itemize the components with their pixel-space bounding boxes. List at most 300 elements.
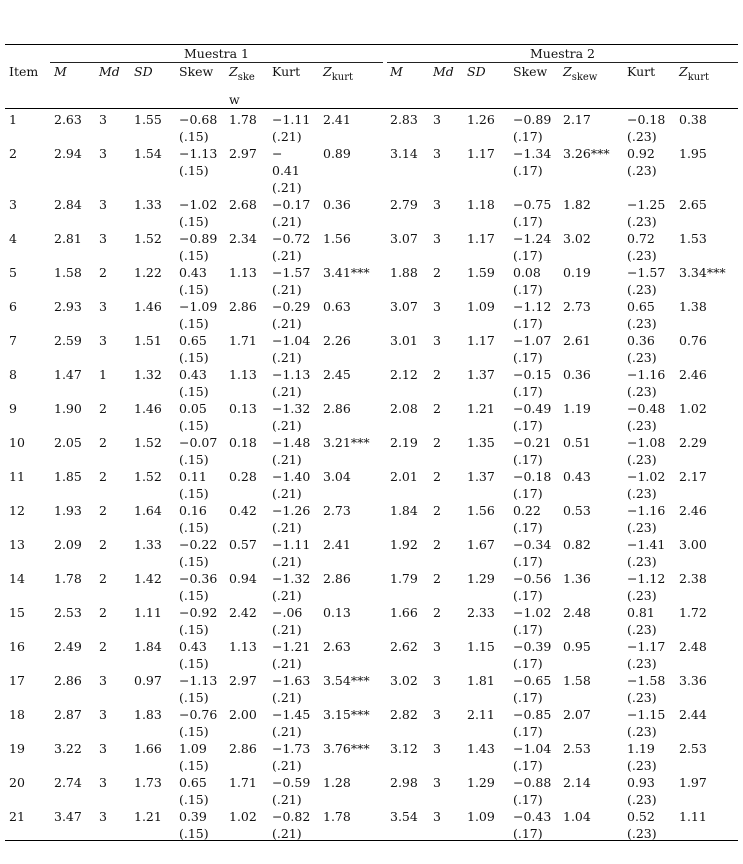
cell-kurt2-se: (.23) [627, 248, 657, 263]
cell-zskew2: 2.14 [563, 775, 591, 790]
cell-skew2-se: (.17) [513, 248, 543, 263]
header-kurt-1: Kurt [272, 64, 301, 79]
cell-zskew2: 1.04 [563, 809, 591, 824]
cell-kurt1: −1.04 [272, 333, 311, 348]
cell-sd1: 1.51 [134, 333, 162, 348]
cell-kurt2-se: (.23) [627, 163, 657, 178]
cell-skew1-se: (.15) [179, 418, 209, 433]
cell-zskew2: 3.02 [563, 231, 591, 246]
cell-md1: 2 [99, 605, 107, 620]
cell-sd2: 1.09 [467, 299, 495, 314]
cell-m2: 1.88 [390, 265, 418, 280]
cell-kurt1-se: (.21) [272, 554, 302, 569]
cell-kurt2: 0.65 [627, 299, 655, 314]
cell-sd1: 1.54 [134, 146, 162, 161]
cell-zkurt2: 3.00 [679, 537, 707, 552]
cell-md2: 3 [433, 639, 441, 654]
cell-m2: 1.84 [390, 503, 418, 518]
cell-kurt2-se: (.23) [627, 588, 657, 603]
cell-m2: 2.82 [390, 707, 418, 722]
header-zskew-z-1: Z [229, 64, 238, 79]
cell-kurt2-se: (.23) [627, 452, 657, 467]
cell-m1: 3.47 [54, 809, 82, 824]
cell-md2: 3 [433, 707, 441, 722]
cell-m1: 2.81 [54, 231, 82, 246]
cell-m1: 1.90 [54, 401, 82, 416]
header-kurt-2: Kurt [627, 64, 656, 79]
cell-sd1: 1.33 [134, 197, 162, 212]
cell-skew1: 0.05 [179, 401, 207, 416]
cell-zskew2: 2.73 [563, 299, 591, 314]
cell-sd1: 1.46 [134, 401, 162, 416]
cell-kurt1: −1.63 [272, 673, 311, 688]
cell-m1: 2.09 [54, 537, 82, 552]
cell-sd2: 1.81 [467, 673, 495, 688]
cell-item: 9 [9, 401, 17, 416]
cell-skew1: −1.13 [179, 146, 218, 161]
cell-zkurt2: 2.65 [679, 197, 707, 212]
cell-m1: 2.87 [54, 707, 82, 722]
cell-kurt2: −0.18 [627, 112, 666, 127]
cell-skew1-se: (.15) [179, 129, 209, 144]
cell-sd2: 1.18 [467, 197, 495, 212]
cell-skew1-se: (.15) [179, 486, 209, 501]
cell-zskew2: 0.36 [563, 367, 591, 382]
cell-sd2: 1.29 [467, 571, 495, 586]
header-skew-1: Skew [179, 64, 214, 79]
cell-kurt1: −1.13 [272, 367, 311, 382]
cell-m2: 3.07 [390, 231, 418, 246]
cell-skew1-se: (.15) [179, 248, 209, 263]
cell-zkurt1: 3.15*** [323, 707, 370, 722]
cell-kurt1-cont: 0.41 [272, 163, 300, 178]
header-rule [5, 108, 738, 109]
cell-kurt1: −1.11 [272, 112, 311, 127]
cell-skew2-se: (.17) [513, 656, 543, 671]
cell-zkurt1: 1.28 [323, 775, 351, 790]
cell-m2: 2.19 [390, 435, 418, 450]
cell-skew1: 0.11 [179, 469, 207, 484]
cell-skew1-se: (.15) [179, 384, 209, 399]
cell-kurt1-se: (.21) [272, 826, 302, 841]
cell-m1: 2.05 [54, 435, 82, 450]
cell-kurt2: −1.12 [627, 571, 666, 586]
cell-skew1-se: (.15) [179, 656, 209, 671]
cell-zkurt1: 2.63 [323, 639, 351, 654]
cell-kurt1: −1.73 [272, 741, 311, 756]
cell-skew2: −1.24 [513, 231, 552, 246]
cell-skew1-se: (.15) [179, 316, 209, 331]
cell-kurt1: −0.17 [272, 197, 311, 212]
cell-zskew1: 0.28 [229, 469, 257, 484]
cell-skew1: −0.07 [179, 435, 218, 450]
cell-skew2-se: (.17) [513, 452, 543, 467]
cell-item: 11 [9, 469, 25, 484]
cell-m1: 2.74 [54, 775, 82, 790]
cell-kurt2-se: (.23) [627, 282, 657, 297]
cell-m1: 2.86 [54, 673, 82, 688]
cell-sd1: 1.52 [134, 469, 162, 484]
cell-sd2: 1.67 [467, 537, 495, 552]
cell-kurt1: −1.21 [272, 639, 311, 654]
cell-md1: 3 [99, 673, 107, 688]
cell-skew2: −0.56 [513, 571, 552, 586]
cell-kurt2: 0.72 [627, 231, 655, 246]
cell-zskew2: 1.58 [563, 673, 591, 688]
cell-md2: 2 [433, 367, 441, 382]
cell-m2: 3.14 [390, 146, 418, 161]
cell-sd2: 1.17 [467, 146, 495, 161]
cell-skew2: −0.34 [513, 537, 552, 552]
cell-zskew1: 1.78 [229, 112, 257, 127]
cell-md2: 3 [433, 741, 441, 756]
cell-md1: 3 [99, 775, 107, 790]
cell-skew2: −0.89 [513, 112, 552, 127]
cell-item: 12 [9, 503, 25, 518]
cell-kurt1-se: (.21) [272, 316, 302, 331]
cell-skew1: 1.09 [179, 741, 207, 756]
cell-skew1-se: (.15) [179, 282, 209, 297]
cell-zkurt2: 1.53 [679, 231, 707, 246]
cell-zkurt2: 2.53 [679, 741, 707, 756]
cell-zkurt1: 3.04 [323, 469, 351, 484]
header-md-1: Md [99, 64, 120, 79]
cell-item: 19 [9, 741, 25, 756]
cell-sd1: 1.46 [134, 299, 162, 314]
cell-kurt1-se: (.21) [272, 418, 302, 433]
cell-m1: 1.78 [54, 571, 82, 586]
cell-m2: 3.12 [390, 741, 418, 756]
cell-skew2: −1.07 [513, 333, 552, 348]
cell-zkurt1: 3.21*** [323, 435, 370, 450]
cell-skew2-se: (.17) [513, 792, 543, 807]
cell-sd1: 1.52 [134, 435, 162, 450]
cell-md1: 2 [99, 537, 107, 552]
cell-md2: 2 [433, 401, 441, 416]
cell-sd1: 1.83 [134, 707, 162, 722]
cell-skew2-se: (.17) [513, 520, 543, 535]
cell-sd2: 1.59 [467, 265, 495, 280]
cell-zskew1: 2.00 [229, 707, 257, 722]
cell-item: 15 [9, 605, 25, 620]
cell-zskew1: 1.13 [229, 265, 257, 280]
cell-item: 13 [9, 537, 25, 552]
cell-skew2-se: (.17) [513, 350, 543, 365]
cell-m2: 2.98 [390, 775, 418, 790]
cell-zkurt1: 0.36 [323, 197, 351, 212]
cell-kurt1-se: (.21) [272, 656, 302, 671]
cell-m2: 2.12 [390, 367, 418, 382]
header-item: Item [9, 64, 39, 79]
cell-item: 2 [9, 146, 17, 161]
cell-m2: 1.66 [390, 605, 418, 620]
cell-item: 21 [9, 809, 25, 824]
cell-kurt2-se: (.23) [627, 214, 657, 229]
cell-skew1: −0.36 [179, 571, 218, 586]
cell-zskew2: 0.82 [563, 537, 591, 552]
cell-zkurt2: 2.44 [679, 707, 707, 722]
cell-zskew1: 1.71 [229, 775, 257, 790]
header-zskew-1 [229, 63, 255, 82]
cell-kurt2: 0.93 [627, 775, 655, 790]
header-zkurt-sub-2: kurt [687, 72, 709, 83]
cell-kurt1: −1.26 [272, 503, 311, 518]
cell-kurt1-se: (.21) [272, 520, 302, 535]
cell-sd2: 1.15 [467, 639, 495, 654]
cell-kurt1-se: (.21) [272, 724, 302, 739]
cell-zkurt1: 1.78 [323, 809, 351, 824]
cell-md2: 3 [433, 299, 441, 314]
cell-md2: 3 [433, 112, 441, 127]
cell-sd2: 1.09 [467, 809, 495, 824]
cell-skew1-se: (.15) [179, 758, 209, 773]
cell-skew2: −0.21 [513, 435, 552, 450]
cell-md1: 2 [99, 435, 107, 450]
cell-zskew2: 0.51 [563, 435, 591, 450]
cell-skew2-se: (.17) [513, 690, 543, 705]
cell-skew1-se: (.15) [179, 452, 209, 467]
cell-skew2: −0.49 [513, 401, 552, 416]
cell-zskew1: 0.42 [229, 503, 257, 518]
cell-zkurt1: 2.41 [323, 112, 351, 127]
cell-kurt2-se: (.23) [627, 418, 657, 433]
cell-skew1: −0.76 [179, 707, 218, 722]
cell-kurt1: −0.72 [272, 231, 311, 246]
cell-kurt1: −0.59 [272, 775, 311, 790]
cell-sd2: 2.33 [467, 605, 495, 620]
cell-skew1-se: (.15) [179, 792, 209, 807]
cell-md1: 3 [99, 741, 107, 756]
cell-kurt1-se: (.21) [272, 350, 302, 365]
cell-md2: 2 [433, 469, 441, 484]
cell-kurt2-se: (.23) [627, 554, 657, 569]
cell-zskew2: 1.36 [563, 571, 591, 586]
cell-skew2-se: (.17) [513, 418, 543, 433]
cell-zskew1: 2.34 [229, 231, 257, 246]
cell-zkurt1: 2.73 [323, 503, 351, 518]
cell-sd1: 1.11 [134, 605, 162, 620]
cell-skew2-se: (.17) [513, 588, 543, 603]
cell-zskew2: 0.43 [563, 469, 591, 484]
cell-sd1: 1.73 [134, 775, 162, 790]
cell-zskew1: 0.57 [229, 537, 257, 552]
cell-kurt2: −1.02 [627, 469, 666, 484]
cell-zkurt2: 1.72 [679, 605, 707, 620]
cell-sd2: 1.37 [467, 469, 495, 484]
header-zskew-sub-2: skew [571, 72, 598, 83]
cell-md2: 3 [433, 231, 441, 246]
header-zskew-2 [563, 63, 597, 82]
cell-kurt2: 0.92 [627, 146, 655, 161]
cell-zkurt2: 2.38 [679, 571, 707, 586]
cell-zskew2: 2.48 [563, 605, 591, 620]
bottom-rule [5, 840, 738, 841]
cell-sd2: 1.37 [467, 367, 495, 382]
cell-m2: 3.01 [390, 333, 418, 348]
cell-kurt1: −1.11 [272, 537, 311, 552]
cell-zkurt1: 2.41 [323, 537, 351, 552]
cell-kurt1-se: (.21) [272, 282, 302, 297]
cell-skew2-se: (.17) [513, 163, 543, 178]
cell-zskew1: 1.13 [229, 639, 257, 654]
cell-skew1: −1.02 [179, 197, 218, 212]
cell-m2: 2.62 [390, 639, 418, 654]
cell-skew1: −0.68 [179, 112, 218, 127]
cell-m2: 1.92 [390, 537, 418, 552]
cell-kurt2-se: (.23) [627, 792, 657, 807]
cell-kurt2-se: (.23) [627, 826, 657, 841]
cell-zskew1: 0.94 [229, 571, 257, 586]
cell-skew1: 0.43 [179, 639, 207, 654]
cell-kurt2: −1.16 [627, 367, 666, 382]
cell-zskew1: 2.68 [229, 197, 257, 212]
cell-zkurt2: 2.46 [679, 503, 707, 518]
cell-zkurt1: 0.63 [323, 299, 351, 314]
cell-md2: 3 [433, 197, 441, 212]
cell-zskew2: 0.53 [563, 503, 591, 518]
cell-m1: 2.93 [54, 299, 82, 314]
cell-kurt2-se: (.23) [627, 350, 657, 365]
cell-skew1-se: (.15) [179, 554, 209, 569]
cell-zskew1: 1.71 [229, 333, 257, 348]
cell-zkurt2: 3.36 [679, 673, 707, 688]
cell-zkurt2: 2.46 [679, 367, 707, 382]
cell-kurt1: −1.48 [272, 435, 311, 450]
cell-zskew2: 2.53 [563, 741, 591, 756]
cell-skew2-se: (.17) [513, 758, 543, 773]
cell-skew2: −1.02 [513, 605, 552, 620]
cell-skew1: 0.16 [179, 503, 207, 518]
cell-skew2-se: (.17) [513, 622, 543, 637]
cell-skew2-se: (.17) [513, 826, 543, 841]
cell-item: 5 [9, 265, 17, 280]
cell-md1: 3 [99, 299, 107, 314]
cell-kurt2: 0.52 [627, 809, 655, 824]
cell-md2: 3 [433, 146, 441, 161]
cell-sd2: 1.17 [467, 333, 495, 348]
cell-zskew2: 1.19 [563, 401, 591, 416]
cell-zskew1: 2.86 [229, 299, 257, 314]
cell-sd2: 1.21 [467, 401, 495, 416]
cell-skew2: −0.65 [513, 673, 552, 688]
cell-kurt1: −0.82 [272, 809, 311, 824]
cell-md1: 3 [99, 809, 107, 824]
cell-md2: 2 [433, 265, 441, 280]
cell-sd1: 1.32 [134, 367, 162, 382]
cell-kurt2: −0.48 [627, 401, 666, 416]
cell-zskew2: 1.82 [563, 197, 591, 212]
cell-md1: 3 [99, 707, 107, 722]
cell-skew1: −1.09 [179, 299, 218, 314]
group-header-muestra-2: Muestra 2 [529, 46, 596, 61]
cell-skew2-se: (.17) [513, 486, 543, 501]
cell-md1: 2 [99, 401, 107, 416]
cell-skew1-se: (.15) [179, 724, 209, 739]
cell-zkurt1: 1.56 [323, 231, 351, 246]
cell-m1: 1.93 [54, 503, 82, 518]
cell-m1: 2.84 [54, 197, 82, 212]
cell-zskew1: 2.42 [229, 605, 257, 620]
cell-sd1: 1.52 [134, 231, 162, 246]
cell-kurt1: −1.57 [272, 265, 311, 280]
cell-md2: 2 [433, 571, 441, 586]
cell-kurt2-se: (.23) [627, 690, 657, 705]
cell-item: 6 [9, 299, 17, 314]
cell-skew1: 0.65 [179, 775, 207, 790]
cell-skew1-se: (.15) [179, 214, 209, 229]
cell-zskew1: 2.86 [229, 741, 257, 756]
cell-kurt2-se: (.23) [627, 129, 657, 144]
cell-sd1: 1.66 [134, 741, 162, 756]
cell-zkurt1: 0.13 [323, 605, 351, 620]
cell-md2: 2 [433, 503, 441, 518]
cell-zkurt2: 1.97 [679, 775, 707, 790]
cell-skew2: −0.85 [513, 707, 552, 722]
cell-skew1: −0.22 [179, 537, 218, 552]
cell-m1: 2.53 [54, 605, 82, 620]
cell-zskew1: 2.97 [229, 673, 257, 688]
cell-sd2: 1.17 [467, 231, 495, 246]
cell-sd1: 1.22 [134, 265, 162, 280]
header-m-1: M [54, 64, 67, 79]
cell-m2: 1.79 [390, 571, 418, 586]
cell-zkurt2: 2.48 [679, 639, 707, 654]
cell-md2: 3 [433, 673, 441, 688]
cell-zkurt2: 1.11 [679, 809, 707, 824]
cell-zskew1: 0.13 [229, 401, 257, 416]
cell-md2: 3 [433, 333, 441, 348]
cell-kurt1: −1.45 [272, 707, 311, 722]
cell-zskew1: 1.02 [229, 809, 257, 824]
cell-skew1-se: (.15) [179, 690, 209, 705]
cell-sd1: 1.84 [134, 639, 162, 654]
cell-skew2: 0.22 [513, 503, 541, 518]
cell-skew2: 0.08 [513, 265, 541, 280]
cell-item: 7 [9, 333, 17, 348]
cell-kurt1: − [272, 146, 283, 161]
cell-zkurt1: 2.86 [323, 401, 351, 416]
cell-kurt2: 0.81 [627, 605, 655, 620]
cell-sd1: 1.21 [134, 809, 162, 824]
cell-zkurt2: 2.29 [679, 435, 707, 450]
cell-zskew2: 0.95 [563, 639, 591, 654]
cell-md1: 3 [99, 146, 107, 161]
cell-item: 17 [9, 673, 25, 688]
cell-zkurt2: 0.76 [679, 333, 707, 348]
cell-zkurt1: 3.76*** [323, 741, 370, 756]
cell-md2: 2 [433, 537, 441, 552]
cell-zkurt2: 1.38 [679, 299, 707, 314]
cell-kurt2-se: (.23) [627, 520, 657, 535]
cell-item: 18 [9, 707, 25, 722]
cell-skew2: −1.04 [513, 741, 552, 756]
cell-kurt1: −1.32 [272, 571, 311, 586]
cell-skew2: −0.15 [513, 367, 552, 382]
header-md-2: Md [433, 64, 454, 79]
cell-kurt2: 0.36 [627, 333, 655, 348]
cell-zskew2: 3.26*** [563, 146, 610, 161]
cell-m2: 3.54 [390, 809, 418, 824]
cell-m1: 3.22 [54, 741, 82, 756]
cell-sd1: 1.42 [134, 571, 162, 586]
cell-md1: 3 [99, 112, 107, 127]
cell-skew2: −0.43 [513, 809, 552, 824]
cell-item: 4 [9, 231, 17, 246]
cell-skew2-se: (.17) [513, 554, 543, 569]
cell-kurt1-se: (.21) [272, 622, 302, 637]
cell-kurt1-se: (.21) [272, 486, 302, 501]
cell-zkurt1: 3.41*** [323, 265, 370, 280]
